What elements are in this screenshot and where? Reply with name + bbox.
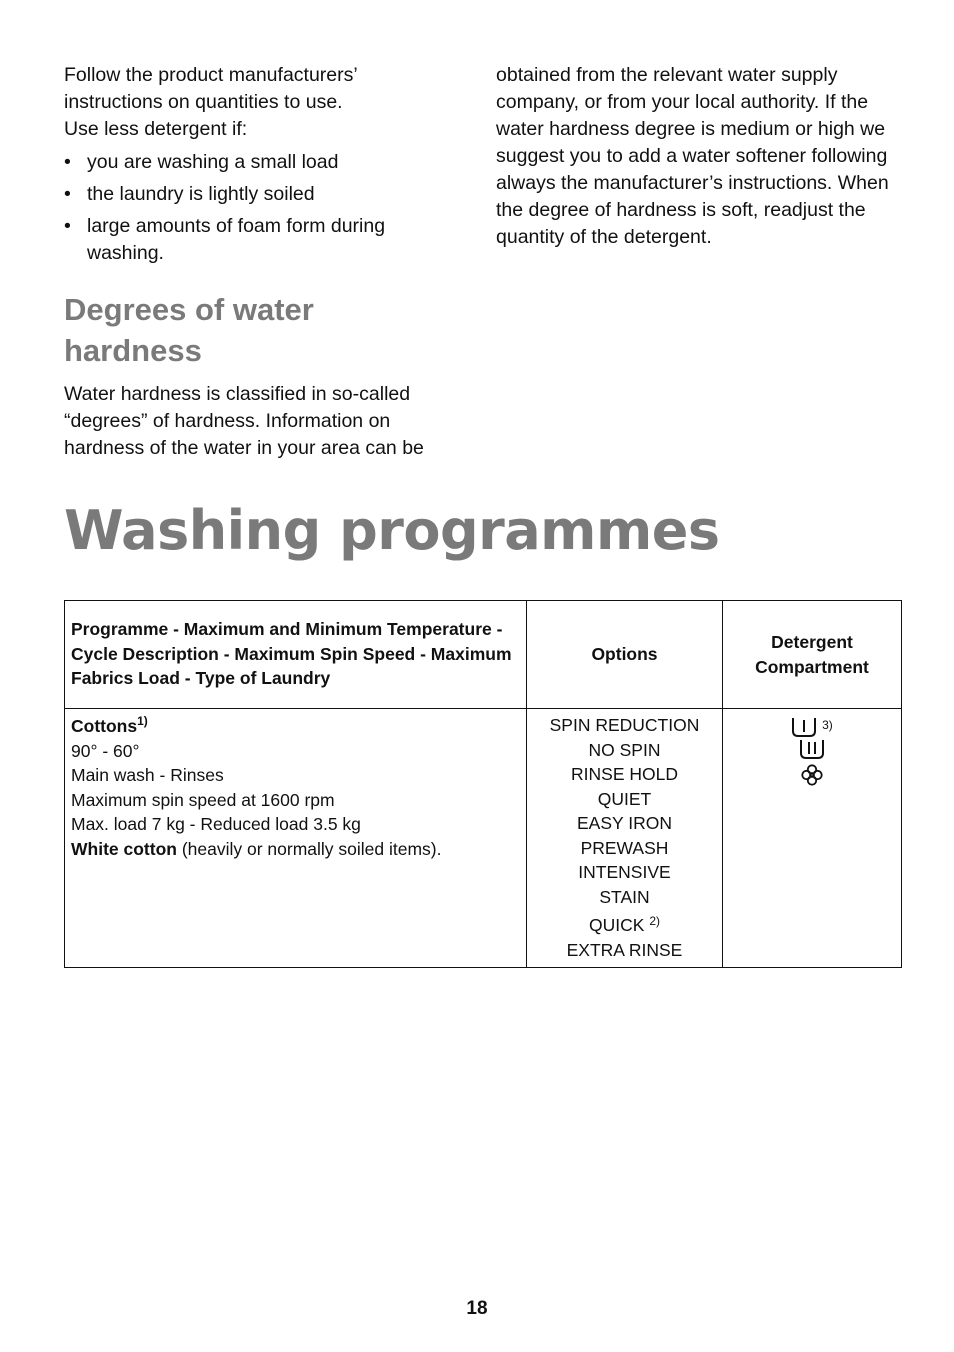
programme-load: Max. load 7 kg - Reduced load 3.5 kg <box>71 814 361 834</box>
intro-condition: Use less detergent if: <box>64 118 248 140</box>
footnote-ref: 2) <box>649 914 660 928</box>
option-item: PREWASH <box>580 837 669 858</box>
table-row <box>65 709 902 968</box>
option-item: EXTRA RINSE <box>566 939 683 960</box>
detergent-cell <box>723 709 902 968</box>
right-column <box>496 62 906 251</box>
bullet-marker: • <box>64 215 71 237</box>
water-hardness-paragraph: Water hardness is classified in so-called “degrees” of hardness. Information on hardness of the water in your area can be <box>64 383 424 459</box>
page-number: 18 <box>466 1298 488 1319</box>
option-item: QUICK <box>589 915 645 935</box>
water-hardness-heading: Degrees of water hardness <box>64 292 314 368</box>
option-item: QUIET <box>597 788 652 809</box>
intro-text: Follow the product manufacturers’ instructions on quantities to use. <box>64 64 357 113</box>
list-item: • the laundry is lightly soiled <box>64 181 454 208</box>
laundry-type-description: (heavily or normally soiled items). <box>176 838 442 859</box>
option-item: RINSE HOLD <box>571 764 678 784</box>
option-item: SPIN REDUCTION <box>549 715 700 735</box>
programme-table <box>64 600 902 968</box>
list-item: • large amounts of foam form during washing. <box>64 215 386 264</box>
detergent-bullet-list <box>64 149 454 267</box>
section-title: Washing programmes <box>64 499 720 562</box>
option-item: NO SPIN <box>588 739 661 760</box>
header-detergent: Detergent Compartment <box>723 601 902 709</box>
bullet-marker: • <box>64 151 71 173</box>
programme-temperature: 90° - 60° <box>71 740 140 761</box>
laundry-type: White cotton <box>71 838 177 859</box>
left-column <box>64 62 454 462</box>
header-programme: Programme - Maximum and Minimum Temperature - Cycle Description - Maximum Spin Speed - Maximum Fabrics Load - Type of Laundry <box>65 601 527 709</box>
softener-compartment-icon <box>800 763 824 794</box>
option-item: EASY IRON <box>577 813 672 833</box>
programme-cell <box>65 709 527 968</box>
options-cell <box>527 709 723 968</box>
table-header-row <box>65 601 902 709</box>
water-hardness-paragraph-continued: obtained from the relevant water supply company, or from your local authority. If the water hardness degree is medium or high we suggest you to add a water softener following always the manufacturer’s instructions. When the degree of hardness is soft, readjust the quantity of the detergent. <box>496 64 889 248</box>
bullet-marker: • <box>64 183 71 205</box>
option-item: INTENSIVE <box>578 862 671 882</box>
header-options: Options <box>527 601 723 709</box>
programme-spin: Maximum spin speed at 1600 rpm <box>71 789 335 810</box>
programme-cycle: Main wash - Rinses <box>71 765 224 785</box>
programme-name: Cottons <box>71 716 138 736</box>
footnote-ref: 3) <box>822 718 833 732</box>
footnote-ref: 1) <box>137 714 148 729</box>
list-item: • you are washing a small load <box>64 149 454 176</box>
option-item: STAIN <box>599 886 650 907</box>
